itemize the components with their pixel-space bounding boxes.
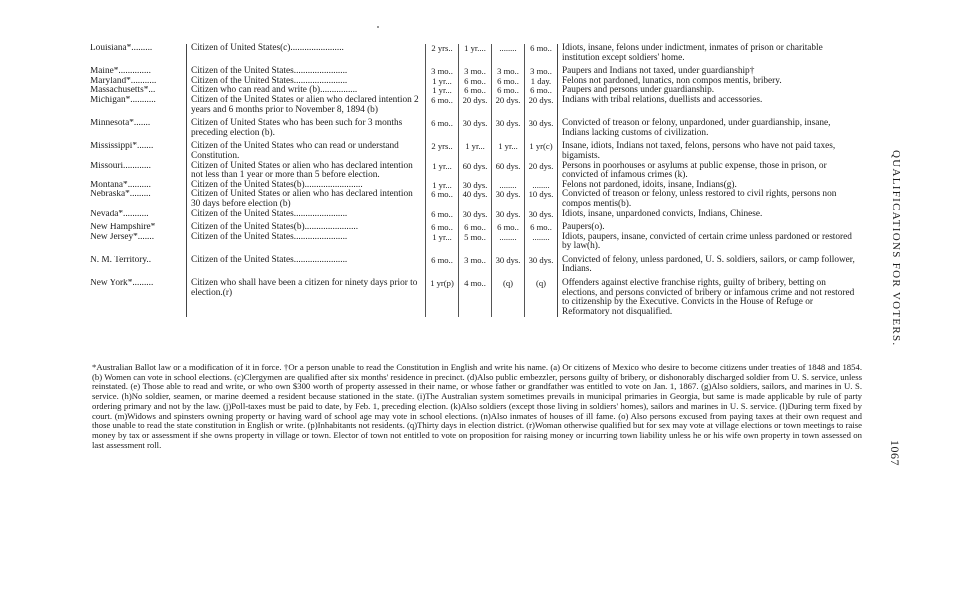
residence-county: 3 mo.. (459, 67, 492, 77)
state-name: New York*......... (90, 279, 154, 289)
residence-state: 2 yrs.. (426, 142, 459, 161)
residence-state: 3 mo.. (426, 67, 459, 77)
state-name: Massachusetts*... (90, 86, 156, 96)
residence-county: 1 yr.... (459, 44, 492, 63)
state-name: New Jersey*....... (90, 232, 155, 242)
residence-precinct: 1 yr(c) (525, 142, 558, 161)
residence-town: ........ (492, 44, 525, 63)
residence-county: 3 mo.. (459, 256, 492, 275)
exclusions-text: Felons not pardoned, lunatics, non compos mentis, bribery. (558, 77, 861, 87)
table-row (88, 162, 860, 181)
exclusions-text: Indians with tribal relations, duellists and accessories. (558, 96, 861, 115)
qualification-text: Citizen of the United States....................... (187, 233, 426, 252)
residence-county: 30 dys. (459, 181, 492, 191)
residence-town: 6 mo.. (492, 77, 525, 87)
state-name: New Hampshire* (90, 223, 156, 233)
exclusions-text: Paupers(o). (558, 223, 861, 233)
state-name: Nebraska*......... (90, 190, 151, 200)
residence-town: 6 mo.. (492, 223, 525, 233)
residence-county: 4 mo.. (459, 279, 492, 317)
residence-town: 1 yr... (492, 142, 525, 161)
residence-town: 30 dys. (492, 256, 525, 275)
table-row (88, 96, 860, 115)
state-name: Minnesota*....... (90, 119, 151, 129)
residence-county: 30 dys. (459, 210, 492, 220)
exclusions-text: Insane, idiots, Indians not taxed, felons, persons who have not paid taxes, bigamists. (558, 142, 861, 161)
residence-precinct: ........ (525, 181, 558, 191)
state-name: N. M. Territory.. (90, 255, 152, 265)
residence-state: 1 yr... (426, 77, 459, 87)
residence-town: (q) (492, 279, 525, 317)
residence-precinct: ........ (525, 233, 558, 252)
residence-precinct: 20 dys. (525, 96, 558, 115)
qualification-text: Citizen of United States or alien who has declared intention not less than 1 year or more than 5 before election. (187, 162, 426, 181)
running-title: QUALIFICATIONS FOR VOTERS. (890, 150, 902, 347)
residence-town: 3 mo.. (492, 67, 525, 77)
table-row (88, 233, 860, 252)
residence-state: 6 mo.. (426, 190, 459, 209)
residence-precinct: (q) (525, 279, 558, 317)
qualification-text: Citizen of United States or alien who has declared intention 30 days before election (b) (187, 190, 426, 209)
state-name: Nevada*........... (90, 209, 149, 219)
exclusions-text: Felons not pardoned, idoits, insane, Indians(g). (558, 181, 861, 191)
residence-precinct: 6 mo.. (525, 223, 558, 233)
qualification-text: Citizen of the United States who can read or understand Constitution. (187, 142, 426, 161)
table-row (88, 119, 860, 138)
residence-state: 1 yr... (426, 181, 459, 191)
table-row (88, 279, 860, 317)
residence-county: 6 mo.. (459, 223, 492, 233)
state-name: Montana*.......... (90, 180, 151, 190)
residence-county: 30 dys. (459, 119, 492, 138)
residence-county: 6 mo.. (459, 77, 492, 87)
table-row (88, 44, 860, 63)
exclusions-text: Paupers and persons under guardianship. (558, 86, 861, 96)
exclusions-text: Idiots, paupers, insane, convicted of certain crime unless pardoned or restored by law(h). (558, 233, 861, 252)
exclusions-text: Paupers and Indians not taxed, under guardianship† (558, 67, 861, 77)
state-name: Mississippi*....... (90, 142, 154, 152)
table-row (88, 142, 860, 161)
footnotes: *Australian Ballot law or a modification of it in force. †Or a person unable to read the Constitution in English and write his name. (a) Or citizens of Mexico who desire to become citizens under treaties of 1848 and 1854. (b) Women can vote in school elections. (c)Clergymen are qualified after six months' residence in precinct. (d)Also public embezzler, persons guilty of bribery, or dishonorably discharged soldier from U. S. service, unless reinstated. (e) Those able to read and write, or who own $300 worth of property assessed in their name, or whose father or grandfather was entitled to vote on Jan. 1, 1867. (g)Also soldiers, sailors, and marines in U. S. service. (h)No soldier, seamen, or marine deemed a resident because stationed in the state. (i)The Australian system sometimes prevails in municipal primaries in Georgia, but same is made applicable by rule of party ordering primary and not by the law. (j)Poll-taxes must be paid to date, by Feb. 1, preceding election. (k)Also soldiers (except those living in soldiers' homes), sailors and marines in U. S. service. (l)During term fixed by court. (m)Widows and spinsters owning property or having ward of school age may vote in school elections. (n)Also inmates of houses of ill fame. (o) Also persons excused from paying taxes at their own request and those unable to read the state constitution in English or write. (p)Inhabitants not residents. (q)Thirty days in election district. (r)Woman otherwise qualified but for sex may vote at village elections or town meetings to raise money by tax or assessment if she owns property in village or town. Elector of town not entitled to vote on proposition for raising money or incurring town liability unless he or his wife own property in town assessed on last assessment roll. (92, 362, 862, 450)
residence-town: 20 dys. (492, 96, 525, 115)
residence-precinct: 30 dys. (525, 256, 558, 275)
page-number: 1067 (888, 440, 902, 466)
residence-state: 2 yrs.. (426, 44, 459, 63)
qualification-text: Citizen of the United States(b)......................... (187, 181, 426, 191)
residence-county: 5 mo.. (459, 233, 492, 252)
page-speck (377, 26, 379, 28)
residence-town: 60 dys. (492, 162, 525, 181)
residence-precinct: 30 dys. (525, 119, 558, 138)
residence-precinct: 6 mo.. (525, 44, 558, 63)
qualification-text: Citizen of United States(c)....................... (187, 44, 426, 63)
residence-town: 30 dys. (492, 210, 525, 220)
residence-precinct: 20 dys. (525, 162, 558, 181)
exclusions-text: Convicted of felony, unless pardoned, U. S. soldiers, sailors, or camp follower, Indians. (558, 256, 861, 275)
residence-town: ........ (492, 181, 525, 191)
residence-county: 1 yr... (459, 142, 492, 161)
residence-town: 30 dys. (492, 190, 525, 209)
residence-state: 1 yr(p) (426, 279, 459, 317)
qualification-text: Citizen of United States who has been such for 3 months preceding election (b). (187, 119, 426, 138)
state-name: Louisiana*......... (90, 44, 153, 53)
exclusions-text: Offenders against elective franchise rights, guilty of bribery, betting on elections, and persons convicted of bribery or infamous crime and not restored to citizenship by the Executive. Convicts in the House of Refuge or Reformatory not disqualified. (558, 279, 861, 317)
table-row (88, 210, 860, 220)
residence-town: ........ (492, 233, 525, 252)
residence-precinct: 1 day. (525, 77, 558, 87)
qualification-text: Citizen of the United States....................... (187, 210, 426, 220)
exclusions-text: Convicted of treason or felony, unless restored to civil rights, persons non compos mentis(b). (558, 190, 861, 209)
voter-qualifications-table (88, 44, 860, 317)
residence-precinct: 30 dys. (525, 210, 558, 220)
exclusions-text: Convicted of treason or felony, unpardoned, under guardianship, insane, Indians lacking customs of civilization. (558, 119, 861, 138)
residence-county: 6 mo.. (459, 86, 492, 96)
residence-precinct: 6 mo.. (525, 86, 558, 96)
residence-precinct: 10 dys. (525, 190, 558, 209)
qualification-text: Citizen of the United States(b)....................... (187, 223, 426, 233)
residence-town: 30 dys. (492, 119, 525, 138)
qualification-text: Citizen of the United States....................... (187, 67, 426, 77)
state-name: Maryland*........... (90, 76, 157, 86)
residence-state: 6 mo.. (426, 96, 459, 115)
qualification-text: Citizen of the United States....................... (187, 256, 426, 275)
residence-town: 6 mo.. (492, 86, 525, 96)
residence-precinct: 3 mo.. (525, 67, 558, 77)
exclusions-text: Idiots, insane, felons under indictment, inmates of prison or charitable institution except soldiers' home. (558, 44, 861, 63)
qualification-text: Citizen who can read and write (b)................ (187, 86, 426, 96)
state-name: Missouri............ (90, 161, 151, 171)
residence-state: 6 mo.. (426, 223, 459, 233)
residence-state: 6 mo.. (426, 119, 459, 138)
state-name: Maine*.............. (90, 67, 151, 77)
residence-state: 1 yr... (426, 233, 459, 252)
exclusions-text: Persons in poorhouses or asylums at public expense, those in prison, or convicted of infamous crimes (k). (558, 162, 861, 181)
residence-county: 60 dys. (459, 162, 492, 181)
table-row (88, 256, 860, 275)
state-name: Michigan*........... (90, 95, 156, 105)
residence-state: 6 mo.. (426, 256, 459, 275)
residence-county: 20 dys. (459, 96, 492, 115)
qualification-text: Citizen of the United States or alien who declared intention 2 years and 6 months prior to November 8, 1894 (b) (187, 96, 426, 115)
qualification-text: Citizen who shall have been a citizen for ninety days prior to election.(r) (187, 279, 426, 317)
residence-state: 6 mo.. (426, 210, 459, 220)
residence-county: 40 dys. (459, 190, 492, 209)
residence-state: 1 yr... (426, 162, 459, 181)
table-row (88, 190, 860, 209)
exclusions-text: Idiots, insane, unpardoned convicts, Indians, Chinese. (558, 210, 861, 220)
qualification-text: Citizen of the United States....................... (187, 77, 426, 87)
residence-state: 1 yr... (426, 86, 459, 96)
